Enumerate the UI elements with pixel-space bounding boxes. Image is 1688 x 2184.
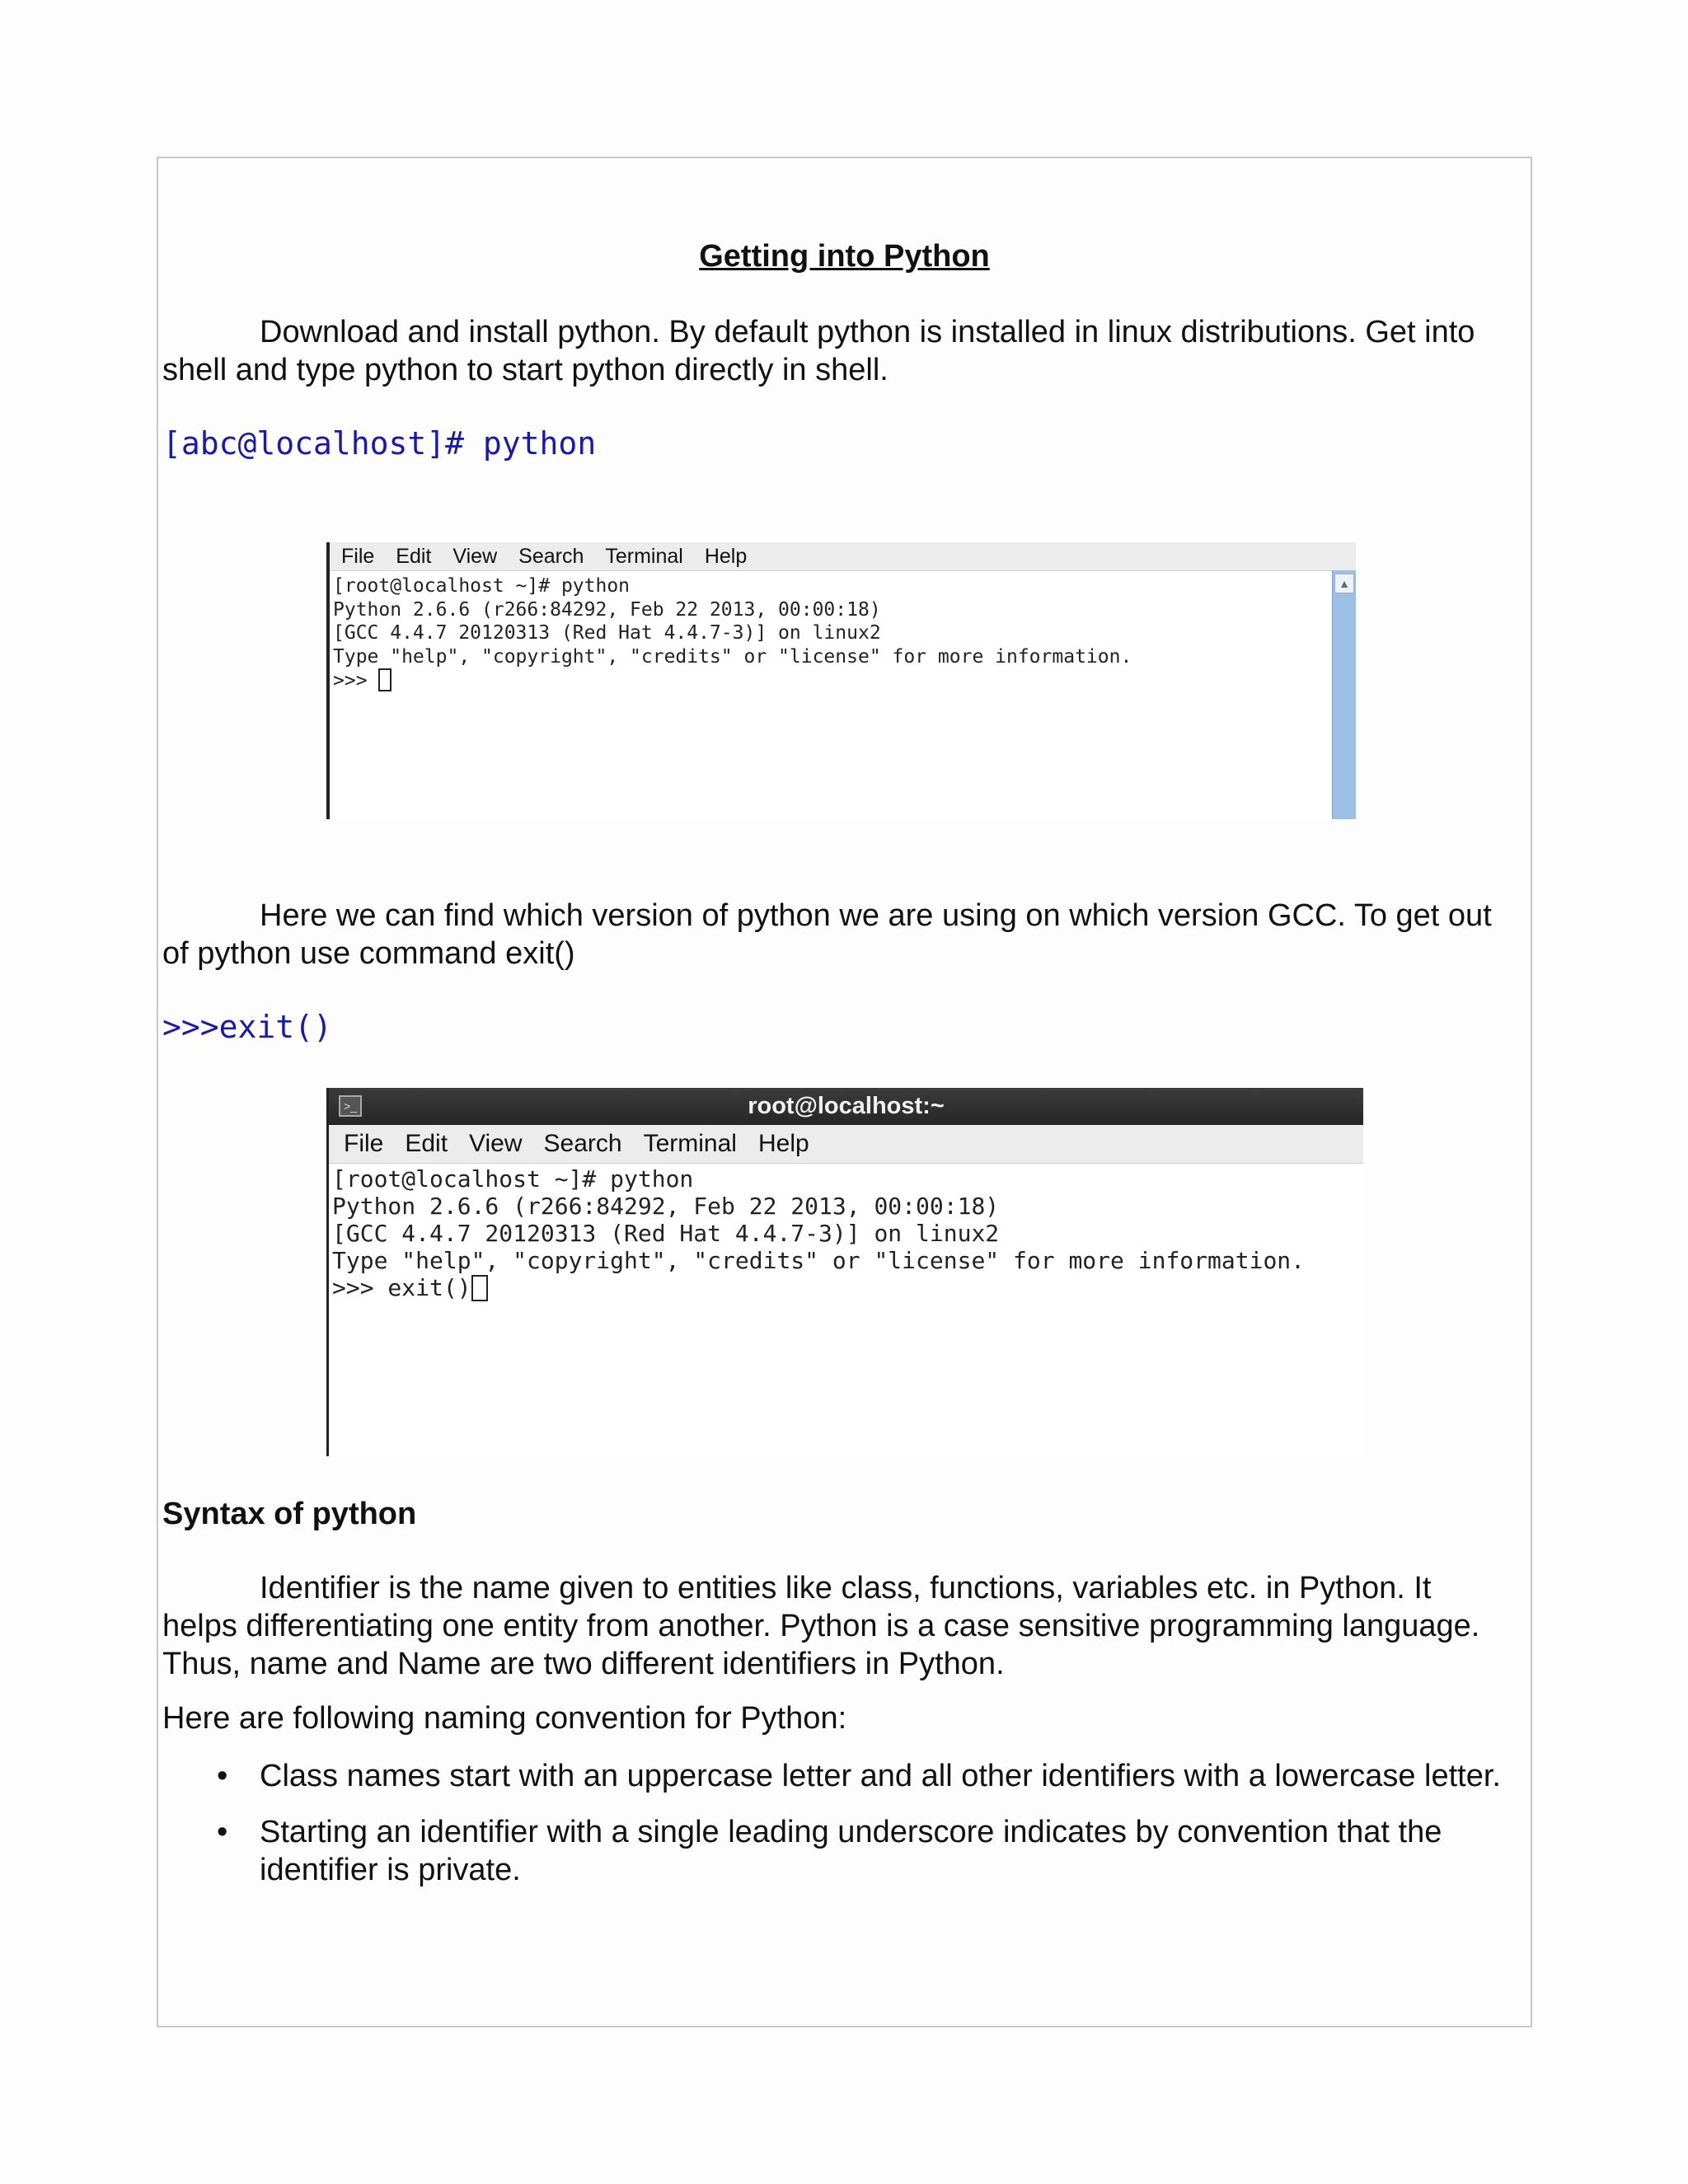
terminal-line: [root@localhost ~]# python bbox=[333, 575, 631, 597]
menu-help: Help bbox=[704, 545, 748, 568]
list-item bbox=[162, 1813, 1514, 1889]
terminal-line: Python 2.6.6 (r266:84292, Feb 22 2013, 00:00:18) bbox=[332, 1193, 1000, 1220]
menu-search: Search bbox=[543, 1130, 622, 1157]
menu-view: View bbox=[452, 545, 498, 568]
menu-terminal: Terminal bbox=[605, 545, 683, 568]
document-page bbox=[157, 157, 1532, 2027]
terminal-line: [root@localhost ~]# python bbox=[332, 1165, 694, 1193]
identifier-text: Identifier is the name given to entities like class, functions, variables etc. in Python. It helps differentiating one entity from another. Python is a case sensitive programming language. Thus, name and Name are two different identifiers in Python. bbox=[162, 1571, 1480, 1681]
terminal-prompt: >>> bbox=[333, 670, 379, 691]
terminal-titlebar bbox=[329, 1088, 1363, 1125]
window-title: root@localhost:~ bbox=[748, 1093, 945, 1119]
terminal-menubar bbox=[330, 542, 1356, 571]
list-item-text: Class names start with an uppercase letter and all other identifiers with a lowercase letter. bbox=[260, 1759, 1501, 1793]
bullet-icon: • bbox=[217, 1815, 228, 1849]
terminal-line: [GCC 4.4.7 20120313 (Red Hat 4.4.7-3)] on linux2 bbox=[332, 1220, 1000, 1247]
terminal-screenshot-2 bbox=[326, 1088, 1363, 1456]
text-cursor bbox=[378, 668, 392, 691]
bullet-icon: • bbox=[217, 1759, 228, 1793]
identifier-paragraph bbox=[162, 1569, 1514, 1683]
terminal-line: Python 2.6.6 (r266:84292, Feb 22 2013, 00:00:18) bbox=[333, 598, 881, 621]
terminal-line: Type "help", "copyright", "credits" or "license" for more information. bbox=[332, 1247, 1306, 1274]
terminal-prompt-line bbox=[333, 668, 1356, 693]
terminal-output bbox=[329, 1164, 1363, 1301]
menu-file: File bbox=[344, 1130, 384, 1157]
naming-convention-list bbox=[162, 1757, 1514, 1907]
terminal-prompt: >>> exit() bbox=[332, 1274, 471, 1301]
menu-edit: Edit bbox=[396, 545, 432, 568]
list-item bbox=[162, 1757, 1514, 1795]
command-example-exit: >>>exit() bbox=[162, 1009, 332, 1045]
terminal-scrollbar bbox=[1332, 570, 1356, 819]
terminal-line: [GCC 4.4.7 20120313 (Red Hat 4.4.7-3)] on linux2 bbox=[333, 622, 881, 644]
intro-paragraph bbox=[162, 313, 1514, 389]
list-item-text: Starting an identifier with a single leading underscore indicates by convention that the identifier is private. bbox=[260, 1815, 1442, 1887]
command-example-python: [abc@localhost]# python bbox=[162, 425, 597, 462]
syntax-heading: Syntax of python bbox=[162, 1497, 417, 1531]
terminal-line: Type "help", "copyright", "credits" or "license" for more information. bbox=[333, 645, 1132, 668]
naming-intro: Here are following naming convention for Python: bbox=[162, 1701, 847, 1736]
terminal-prompt-line bbox=[332, 1274, 1363, 1301]
version-paragraph bbox=[162, 897, 1514, 972]
text-cursor bbox=[471, 1275, 488, 1301]
page-title: Getting into Python bbox=[699, 239, 990, 274]
version-text: Here we can find which version of python we are using on which version GCC. To get out of python use command exit() bbox=[162, 898, 1492, 971]
menu-search: Search bbox=[518, 545, 584, 568]
terminal-app-icon: >_ bbox=[339, 1095, 362, 1117]
terminal-screenshot-1 bbox=[326, 542, 1356, 819]
menu-terminal: Terminal bbox=[643, 1130, 737, 1157]
menu-file: File bbox=[341, 545, 375, 568]
scroll-up-arrow-icon: ▲ bbox=[1334, 574, 1354, 593]
intro-text: Download and install python. By default python is installed in linux distributions. Get into shell and type python to start python directly in shell. bbox=[162, 315, 1475, 387]
terminal-output bbox=[330, 571, 1356, 693]
menu-edit: Edit bbox=[405, 1130, 448, 1157]
menu-help: Help bbox=[757, 1130, 809, 1157]
terminal-menubar bbox=[329, 1125, 1363, 1164]
menu-view: View bbox=[469, 1130, 523, 1157]
